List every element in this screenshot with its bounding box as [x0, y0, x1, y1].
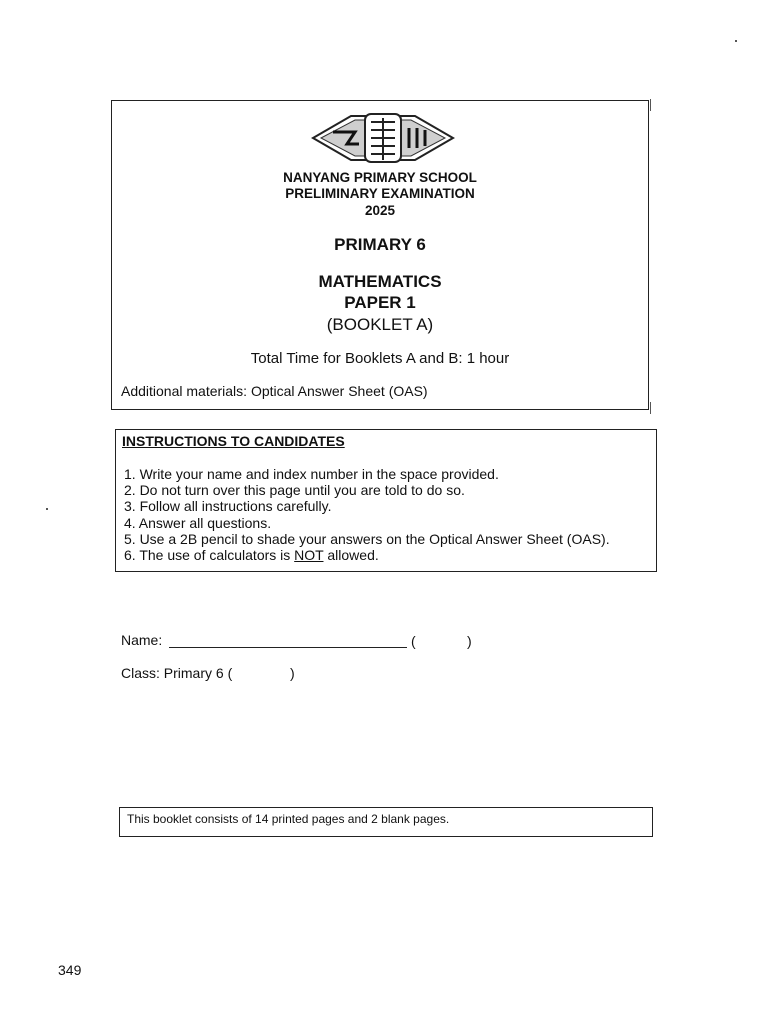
- index-number-paren-close: ): [467, 633, 472, 649]
- instructions-list: [124, 466, 610, 563]
- instruction-item: 2. Do not turn over this page until you are told to do so.: [124, 482, 465, 499]
- exam-name: PRELIMINARY EXAMINATION: [285, 186, 475, 201]
- instructions-title: INSTRUCTIONS TO CANDIDATES: [122, 433, 345, 449]
- scan-speck: [650, 99, 651, 111]
- time-allowed: Total Time for Booklets A and B: 1 hour: [250, 350, 510, 367]
- instruction-text: 6. The use of calculators is: [124, 547, 295, 564]
- name-label: Name:: [121, 632, 163, 648]
- scan-speck: [735, 40, 737, 42]
- page-number: 349: [58, 962, 82, 978]
- page-count-note: This booklet consists of 14 printed pages and 2 blank pages.: [127, 812, 450, 826]
- subject-title: MATHEMATICS: [318, 272, 442, 291]
- instruction-item: [124, 547, 610, 563]
- name-field[interactable]: [169, 647, 407, 648]
- instruction-item: 5. Use a 2B pencil to shade your answers on the Optical Answer Sheet (OAS).: [124, 530, 610, 547]
- class-label: Class: Primary 6 (: [121, 665, 233, 681]
- class-paren-close: ): [290, 665, 295, 681]
- index-number-paren-open: (: [411, 633, 416, 649]
- instruction-emphasis: NOT: [294, 547, 324, 564]
- scan-speck: [46, 508, 48, 510]
- instruction-text: allowed.: [323, 547, 379, 564]
- instruction-item: 3. Follow all instructions carefully.: [124, 498, 332, 515]
- scan-speck: [650, 402, 651, 414]
- level-title: PRIMARY 6: [334, 235, 426, 254]
- instruction-item: 4. Answer all questions.: [124, 514, 272, 531]
- school-name: NANYANG PRIMARY SCHOOL: [283, 170, 477, 185]
- exam-year: 2025: [364, 203, 396, 218]
- additional-materials: Additional materials: Optical Answer Sheet (OAS): [121, 383, 428, 399]
- paper-title: PAPER 1: [344, 293, 416, 312]
- booklet-title: (BOOKLET A): [326, 315, 434, 334]
- school-crest-icon: [311, 110, 455, 166]
- instruction-item: 1. Write your name and index number in the space provided.: [124, 466, 499, 482]
